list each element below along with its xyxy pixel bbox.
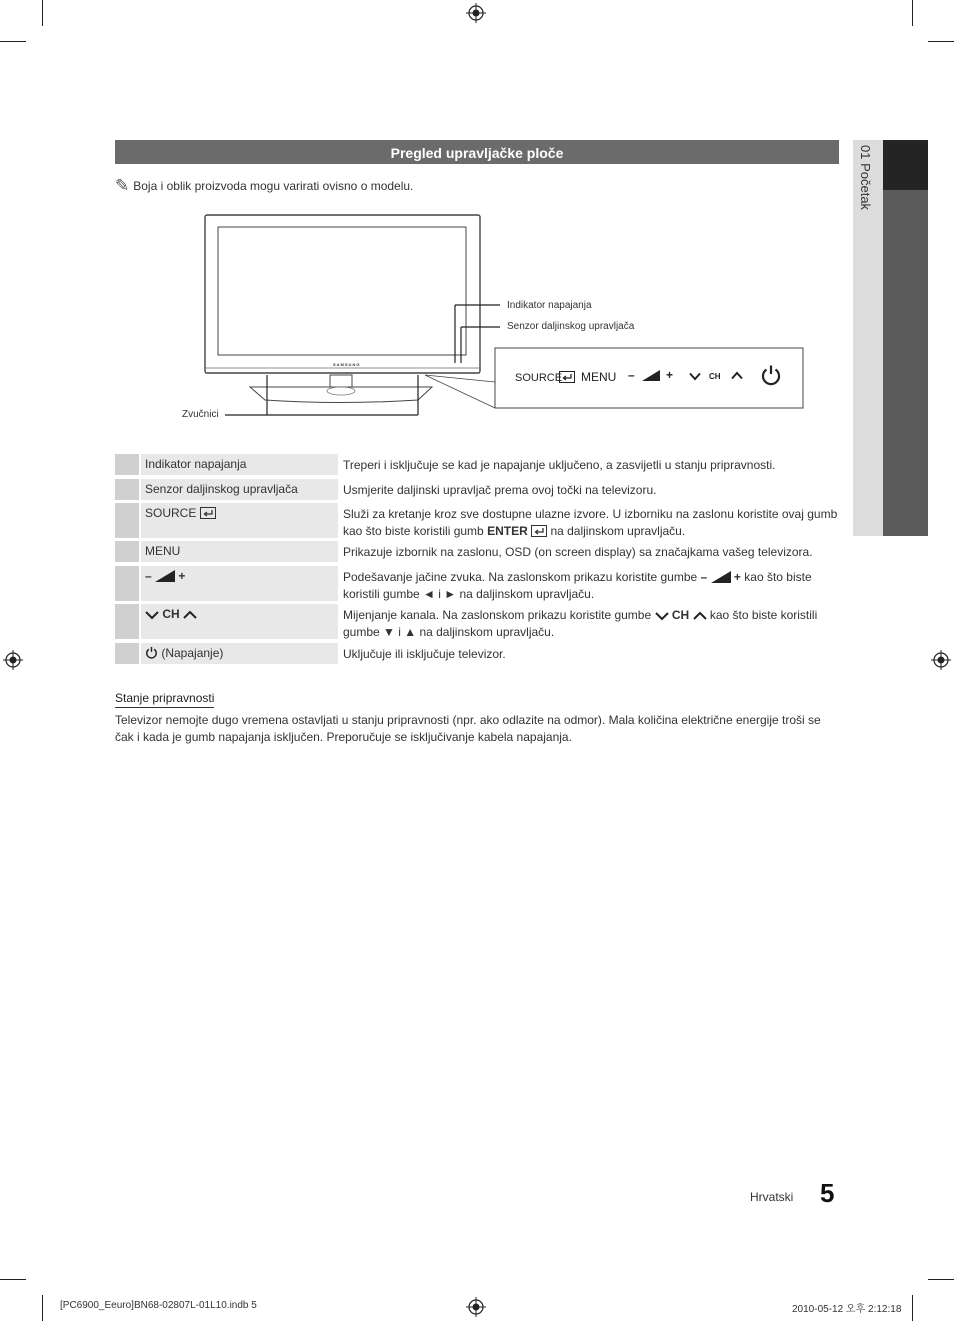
standby-text: Televizor nemojte dugo vremena ostavljati u stanju pripravnosti (npr. ako odlazite na odmor). Mala količina električne energije troši se čak i kada je gumb napajanja isključen. Preporučuje se isključivanje kabela napajanja.: [115, 713, 821, 744]
chevron-down-icon: [655, 611, 669, 621]
chevron-down-icon: [689, 372, 701, 381]
row-label: [145, 506, 216, 520]
enter-label: ENTER: [487, 524, 528, 538]
row-label: [145, 569, 185, 583]
channel-label: CH: [671, 608, 690, 622]
note-text: Boja i oblik proizvoda mogu varirati ovisno o modelu.: [133, 179, 414, 193]
row-description-part: kao što biste koristili gumbe ◄ i ► na daljinskom upravljaču.: [343, 570, 812, 601]
model-note: [115, 176, 413, 196]
standby-heading: Stanje pripravnosti: [115, 691, 214, 708]
row-label: [145, 607, 197, 621]
registration-mark-icon: [3, 650, 23, 670]
enter-icon: [531, 525, 547, 537]
volume-minus-label: –: [700, 570, 708, 584]
crop-mark: [912, 0, 913, 26]
source-enter-icon: [200, 507, 216, 519]
power-icon: [760, 364, 782, 386]
panel-plus-label: +: [666, 368, 674, 382]
chevron-up-icon: [731, 371, 743, 380]
chapter-label: 01 Početak: [858, 145, 873, 211]
row-description: [343, 569, 839, 603]
volume-wedge-icon: [155, 570, 175, 582]
volume-wedge-icon: [642, 370, 660, 381]
row-description-part: Mijenjanje kanala. Na zaslonskom prikazu koristite gumbe: [343, 608, 652, 622]
imprint-timestamp: 2010-05-12 오후 2:12:18: [792, 1304, 902, 1315]
panel-menu-label: MENU: [581, 370, 617, 384]
row-description: [343, 506, 839, 540]
table-row: [115, 479, 839, 500]
table-row: [115, 643, 839, 664]
registration-mark-icon: [466, 1297, 486, 1317]
table-row: [115, 566, 839, 601]
callout-remote-sensor: Senzor daljinskog upravljača: [507, 321, 635, 332]
callout-power-indicator: Indikator napajanja: [507, 300, 592, 311]
page-number: 5: [820, 1178, 835, 1208]
row-description: Prikazuje izbornik na zaslonu, OSD (on screen display) sa značajkama vašeg televizora.: [343, 545, 813, 559]
source-label: SOURCE: [145, 506, 197, 520]
chevron-up-icon: [693, 611, 707, 621]
source-enter-icon: [559, 371, 575, 383]
channel-label: CH: [162, 607, 180, 621]
volume-wedge-icon: [711, 571, 731, 583]
crop-mark: [42, 0, 43, 26]
panel-minus-label: –: [628, 368, 635, 382]
row-label: [145, 646, 223, 660]
side-tab-dark-block: [883, 140, 928, 190]
row-label: Indikator napajanja: [145, 457, 247, 471]
table-row: [115, 604, 839, 639]
crop-mark: [912, 1295, 913, 1321]
section-title: Pregled upravljačke ploče: [115, 140, 839, 164]
row-description-part: kao što biste koristili gumbe ▼ i ▲ na daljinskom upravljaču.: [343, 608, 818, 639]
chevron-down-icon: [145, 610, 159, 620]
power-icon: [145, 646, 158, 659]
registration-mark-icon: [466, 3, 486, 23]
tv-brand-logo: SAMSUNG: [333, 362, 361, 367]
registration-mark-icon: [931, 650, 951, 670]
tv-diagram: [170, 205, 820, 430]
volume-plus-label: +: [733, 570, 741, 584]
table-row: [115, 454, 839, 475]
crop-mark: [0, 41, 26, 42]
crop-mark: [0, 1279, 26, 1280]
row-description-part: na daljinskom upravljaču.: [550, 524, 686, 538]
table-row: [115, 503, 839, 538]
imprint-file: [PC6900_Eeuro]BN68-02807L-01L10.indb 5: [60, 1300, 257, 1311]
volume-minus-label: –: [145, 569, 152, 583]
panel-source-label: SOURCE: [515, 372, 563, 384]
chevron-up-icon: [183, 610, 197, 620]
footer-language: Hrvatski: [750, 1190, 794, 1204]
row-description: Treperi i isključuje se kad je napajanje uključeno, a zasvijetli u stanju pripravnosti.: [343, 458, 776, 472]
row-label: Senzor daljinskog upravljača: [145, 482, 298, 496]
panel-ch-label: CH: [709, 372, 721, 381]
pencil-note-icon: ✎: [115, 176, 130, 195]
row-description-part: Podešavanje jačine zvuka. Na zaslonskom prikazu koristite gumbe: [343, 570, 698, 584]
table-row: [115, 541, 839, 562]
crop-mark: [928, 1279, 954, 1280]
row-label: MENU: [145, 544, 181, 558]
side-tab-mid-block: [883, 190, 928, 536]
row-description: [343, 607, 839, 641]
power-label: (Napajanje): [161, 646, 224, 660]
crop-mark: [42, 1295, 43, 1321]
row-description: Usmjerite daljinski upravljač prema ovoj točki na televizoru.: [343, 483, 657, 497]
row-description-part: Služi za kretanje kroz sve dostupne ulazne izvore. U izborniku na zaslonu koristite ovaj gumb kao što biste koristili gumb: [343, 507, 838, 538]
callout-speakers: Zvučnici: [182, 409, 219, 420]
crop-mark: [928, 41, 954, 42]
volume-plus-label: +: [178, 569, 186, 583]
row-description: Uključuje ili isključuje televizor.: [343, 647, 506, 661]
